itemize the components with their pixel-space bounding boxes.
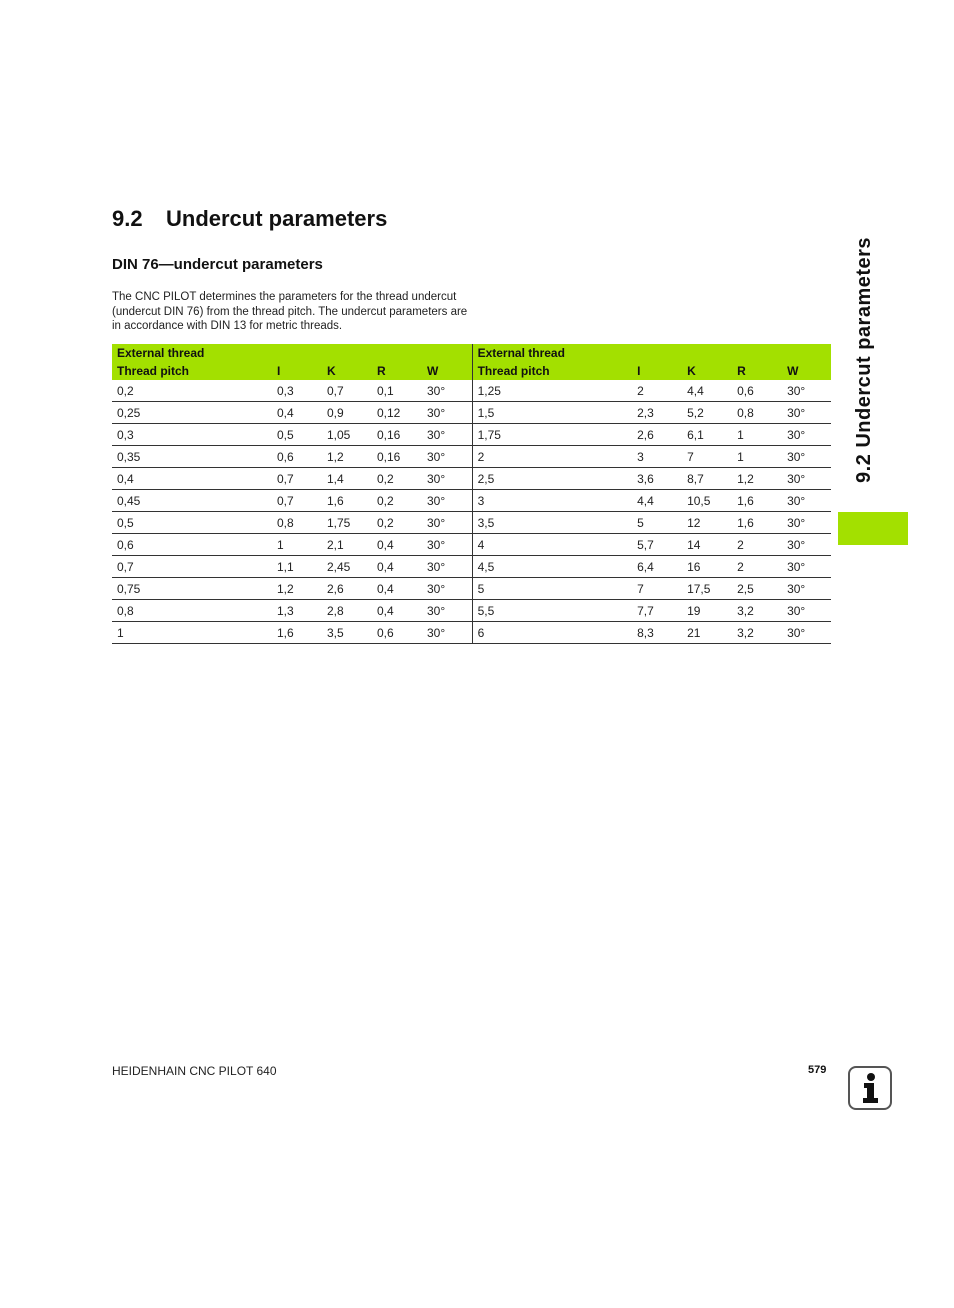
cell-r: 1,2 <box>732 468 782 490</box>
cell-i: 1 <box>272 534 322 556</box>
cell-thread-pitch: 0,5 <box>112 512 272 534</box>
cell-thread-pitch: 0,6 <box>112 534 272 556</box>
cell-k: 3,5 <box>322 622 372 644</box>
cell-r: 0,2 <box>372 468 422 490</box>
table-row <box>112 468 831 490</box>
cell-i: 7 <box>632 578 682 600</box>
cell-i: 8,3 <box>632 622 682 644</box>
cell-w: 30° <box>422 402 472 424</box>
cell-k: 2,6 <box>322 578 372 600</box>
cell-i: 0,7 <box>272 468 322 490</box>
table-row <box>112 512 831 534</box>
table-row <box>112 446 831 468</box>
cell-thread-pitch: 0,2 <box>112 380 272 402</box>
cell-i: 0,7 <box>272 490 322 512</box>
cell-thread-pitch: 1 <box>112 622 272 644</box>
cell-k: 2,45 <box>322 556 372 578</box>
cell-thread-pitch: 5,5 <box>472 600 632 622</box>
page-number: 579 <box>808 1064 827 1076</box>
table-row <box>112 402 831 424</box>
cell-thread-pitch: 2 <box>472 446 632 468</box>
cell-r: 0,12 <box>372 402 422 424</box>
table-column-header-row <box>112 362 831 380</box>
cell-w: 30° <box>782 468 831 490</box>
cell-i: 3 <box>632 446 682 468</box>
cell-thread-pitch: 5 <box>472 578 632 600</box>
cell-w: 30° <box>422 556 472 578</box>
cell-k: 12 <box>682 512 732 534</box>
undercut-parameter-table <box>112 344 831 644</box>
info-icon-glyph <box>850 1068 890 1108</box>
cell-r: 0,16 <box>372 446 422 468</box>
table-row <box>112 578 831 600</box>
cell-w: 30° <box>782 512 831 534</box>
cell-thread-pitch: 0,4 <box>112 468 272 490</box>
table-group-header-row <box>112 344 831 362</box>
cell-thread-pitch: 1,5 <box>472 402 632 424</box>
section-heading: Undercut parameters <box>166 206 388 231</box>
cell-r: 0,16 <box>372 424 422 446</box>
cell-thread-pitch: 0,45 <box>112 490 272 512</box>
cell-i: 1,1 <box>272 556 322 578</box>
cell-k: 17,5 <box>682 578 732 600</box>
cell-thread-pitch: 3,5 <box>472 512 632 534</box>
cell-thread-pitch: 4 <box>472 534 632 556</box>
cell-w: 30° <box>422 578 472 600</box>
side-chapter-label: 9.2 Undercut parameters <box>853 236 875 483</box>
footer-product-name: HEIDENHAIN CNC PILOT 640 <box>112 1064 277 1078</box>
cell-i: 2 <box>632 380 682 402</box>
column-header-thread-pitch: Thread pitch <box>112 362 272 380</box>
cell-k: 1,4 <box>322 468 372 490</box>
cell-k: 0,9 <box>322 402 372 424</box>
cell-thread-pitch: 2,5 <box>472 468 632 490</box>
cell-thread-pitch: 0,75 <box>112 578 272 600</box>
cell-thread-pitch: 1,25 <box>472 380 632 402</box>
cell-w: 30° <box>782 556 831 578</box>
group-header-right: External thread <box>472 344 831 362</box>
cell-i: 0,3 <box>272 380 322 402</box>
cell-k: 1,6 <box>322 490 372 512</box>
intro-line: (undercut DIN 76) from the thread pitch. The undercut parameters are <box>112 305 468 318</box>
cell-k: 19 <box>682 600 732 622</box>
cell-thread-pitch: 0,8 <box>112 600 272 622</box>
cell-k: 7 <box>682 446 732 468</box>
cell-k: 0,7 <box>322 380 372 402</box>
cell-thread-pitch: 0,25 <box>112 402 272 424</box>
cell-k: 14 <box>682 534 732 556</box>
column-header-w: W <box>422 362 472 380</box>
column-header-i: I <box>272 362 322 380</box>
cell-w: 30° <box>422 622 472 644</box>
cell-r: 0,6 <box>372 622 422 644</box>
intro-paragraph <box>112 290 532 334</box>
cell-i: 5,7 <box>632 534 682 556</box>
column-header-k: K <box>682 362 732 380</box>
cell-r: 3,2 <box>732 600 782 622</box>
cell-r: 0,2 <box>372 490 422 512</box>
cell-w: 30° <box>422 534 472 556</box>
cell-i: 5 <box>632 512 682 534</box>
cell-r: 0,4 <box>372 556 422 578</box>
intro-line: in accordance with DIN 13 for metric threads. <box>112 320 343 332</box>
cell-w: 30° <box>782 446 831 468</box>
cell-w: 30° <box>422 512 472 534</box>
cell-thread-pitch: 1,75 <box>472 424 632 446</box>
table-row <box>112 424 831 446</box>
intro-line: The CNC PILOT determines the parameters for the thread undercut <box>112 291 457 303</box>
cell-r: 0,1 <box>372 380 422 402</box>
cell-i: 1,3 <box>272 600 322 622</box>
cell-r: 0,2 <box>372 512 422 534</box>
cell-w: 30° <box>422 490 472 512</box>
cell-r: 2 <box>732 556 782 578</box>
table-row <box>112 380 831 402</box>
cell-k: 8,7 <box>682 468 732 490</box>
cell-i: 3,6 <box>632 468 682 490</box>
cell-r: 0,4 <box>372 600 422 622</box>
cell-k: 4,4 <box>682 380 732 402</box>
cell-thread-pitch: 4,5 <box>472 556 632 578</box>
cell-k: 2,1 <box>322 534 372 556</box>
cell-k: 1,05 <box>322 424 372 446</box>
column-header-r: R <box>732 362 782 380</box>
cell-w: 30° <box>782 380 831 402</box>
cell-w: 30° <box>782 402 831 424</box>
cell-w: 30° <box>782 578 831 600</box>
cell-r: 0,8 <box>732 402 782 424</box>
section-number: 9.2 <box>112 206 143 231</box>
cell-r: 0,4 <box>372 534 422 556</box>
table-row <box>112 600 831 622</box>
cell-thread-pitch: 6 <box>472 622 632 644</box>
cell-w: 30° <box>422 446 472 468</box>
cell-w: 30° <box>782 490 831 512</box>
cell-thread-pitch: 0,3 <box>112 424 272 446</box>
cell-i: 4,4 <box>632 490 682 512</box>
cell-k: 6,1 <box>682 424 732 446</box>
cell-r: 0,4 <box>372 578 422 600</box>
cell-r: 0,6 <box>732 380 782 402</box>
cell-i: 2,3 <box>632 402 682 424</box>
cell-r: 2,5 <box>732 578 782 600</box>
section-title <box>112 206 387 232</box>
column-header-r: R <box>372 362 422 380</box>
cell-i: 0,4 <box>272 402 322 424</box>
cell-k: 5,2 <box>682 402 732 424</box>
cell-i: 1,6 <box>272 622 322 644</box>
cell-i: 1,2 <box>272 578 322 600</box>
column-header-thread-pitch: Thread pitch <box>472 362 632 380</box>
cell-k: 21 <box>682 622 732 644</box>
cell-w: 30° <box>422 424 472 446</box>
cell-thread-pitch: 0,35 <box>112 446 272 468</box>
column-header-i: I <box>632 362 682 380</box>
cell-w: 30° <box>422 468 472 490</box>
cell-k: 1,2 <box>322 446 372 468</box>
cell-i: 6,4 <box>632 556 682 578</box>
subsection-title: DIN 76—undercut parameters <box>112 256 323 273</box>
column-header-w: W <box>782 362 831 380</box>
cell-k: 1,75 <box>322 512 372 534</box>
cell-i: 2,6 <box>632 424 682 446</box>
cell-w: 30° <box>422 380 472 402</box>
cell-w: 30° <box>782 534 831 556</box>
cell-w: 30° <box>782 600 831 622</box>
cell-k: 16 <box>682 556 732 578</box>
cell-i: 7,7 <box>632 600 682 622</box>
cell-r: 2 <box>732 534 782 556</box>
cell-r: 1,6 <box>732 490 782 512</box>
info-icon[interactable] <box>848 1066 892 1110</box>
cell-r: 3,2 <box>732 622 782 644</box>
table-row <box>112 556 831 578</box>
table-row <box>112 490 831 512</box>
cell-thread-pitch: 0,7 <box>112 556 272 578</box>
cell-k: 2,8 <box>322 600 372 622</box>
cell-w: 30° <box>422 600 472 622</box>
cell-r: 1 <box>732 424 782 446</box>
group-header-left: External thread <box>112 344 472 362</box>
cell-thread-pitch: 3 <box>472 490 632 512</box>
cell-i: 0,8 <box>272 512 322 534</box>
cell-w: 30° <box>782 622 831 644</box>
cell-r: 1,6 <box>732 512 782 534</box>
cell-i: 0,5 <box>272 424 322 446</box>
cell-i: 0,6 <box>272 446 322 468</box>
table-row <box>112 622 831 644</box>
cell-r: 1 <box>732 446 782 468</box>
table-row <box>112 534 831 556</box>
chapter-tab-marker <box>838 512 908 545</box>
cell-w: 30° <box>782 424 831 446</box>
column-header-k: K <box>322 362 372 380</box>
cell-k: 10,5 <box>682 490 732 512</box>
